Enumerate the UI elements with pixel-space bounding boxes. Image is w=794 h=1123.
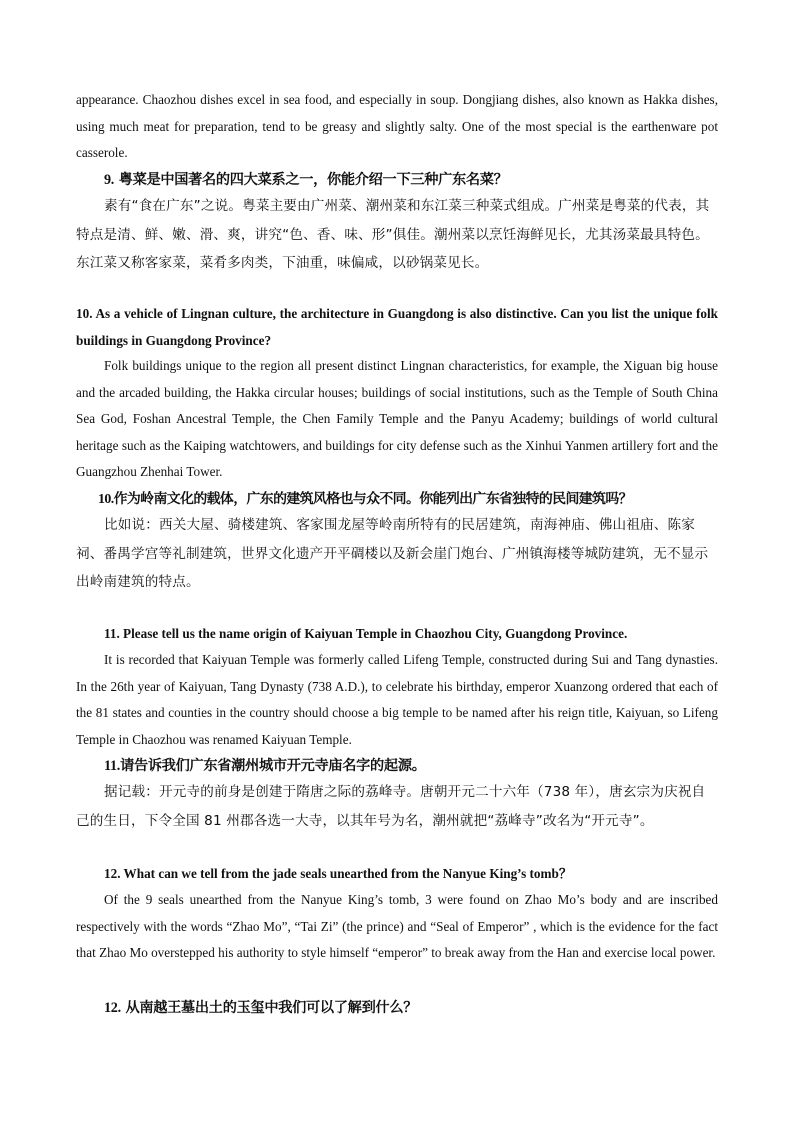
kaiyuan-english-answer: It is recorded that Kaiyuan Temple was formerly called Lifeng Temple, constructed during Sui and Tang dynasties. In the 26th year of Kaiyuan, Tang Dynasty (738 A.D.), to celebrate his birthday, emperor Xuanzong ordered that each of the 81 states and counties in the country should choose a big temple to be named after his reign title, Kaiyuan, so Lifeng Temple in Chaozhou was renamed Kaiyuan Temple. <box>76 652 718 747</box>
architecture-chinese-answer: 比如说：西关大屋、骑楼建筑、客家围龙屋等岭南所特有的民居建筑，南海神庙、佛山祖庙、陈家祠、番禺学宫等礼制建筑，世界文化遗产开平碉楼以及新会崖门炮台、广州镇海楼等城防建筑，无不显示出岭南建筑的特点。 <box>76 517 709 590</box>
question-text: 粤菜是中国著名的四大菜系之一，你能介绍一下三种广东名菜？ <box>118 172 508 188</box>
cuisine-chinese-question <box>104 166 746 194</box>
kaiyuan-chinese-question <box>104 752 746 780</box>
question-number: 9. <box>104 172 115 188</box>
architecture-chinese-question <box>98 485 718 514</box>
architecture-english-answer: Folk buildings unique to the region all present distinct Lingnan characteristics, for example, the Xiguan big house and the arcaded building, the Hakka circular houses; buildings of social institutions, such as the Temple of South China Sea God, Foshan Ancestral Temple, the Chen Family Temple and the Panyu Academy; buildings of world cultural heritage such as the Kaiping watchtowers, and buildings for city defense such as the Xinhui Yanmen artillery fort and the Guangzhou Zhenhai Tower. <box>76 358 718 480</box>
seals-english-answer: Of the 9 seals unearthed from the Nanyue King’s tomb, 3 were found on Zhao Mo’s body and are inscribed respectively with the words “Zhao Mo”, “Tai Zi” (the prince) and “Seal of Emperor” , which is the evidence for the fact that Zhao Mo overstepped his authority to style himself “emperor” to break away from the Han and exercise local power. <box>76 892 718 961</box>
architecture-english-question: 10. As a vehicle of Lingnan culture, the architecture in Guangdong is also distinctive. Can you list the unique folk buildings in Guangdong Province? <box>76 306 718 348</box>
question-number: 10. <box>98 492 114 507</box>
cuisine-english-paragraph: appearance. Chaozhou dishes excel in sea food, and especially in soup. Dongjiang dishes, also known as Hakka dishes, using much meat for preparation, tend to be greasy and slightly salty. One of the most special is the earthenware pot casserole. <box>76 92 718 161</box>
question-text: 从南越王墓出土的玉玺中我们可以了解到什么？ <box>125 1000 418 1016</box>
kaiyuan-chinese-answer: 据记载：开元寺的前身是创建于隋唐之际的荔峰寺。唐朝开元二十六年（738 年），唐玄宗为庆祝自己的生日，下令全国 81 州郡各选一大寺，以其年号为名，潮州就把“荔峰寺”改名为“开元寺”。 <box>76 784 706 829</box>
seals-chinese-question <box>104 994 746 1022</box>
question-number: 11. <box>104 758 121 774</box>
question-text: 作为岭南文化的载体，广东的建筑风格也与众不同。你能列出广东省独特的民间建筑吗？ <box>113 491 632 507</box>
seals-english-question: 12. What can we tell from the jade seals unearthed from the Nanyue King’s tomb？ <box>104 866 573 881</box>
cuisine-chinese-answer: 素有“食在广东”之说。粤菜主要由广州菜、潮州菜和东江菜三种菜式组成。广州菜是粤菜的代表，其特点是清、鲜、嫩、滑、爽，讲究“色、香、味、形”俱佳。潮州菜以烹饪海鲜见长，尤其汤菜最具特色。东江菜又称客家菜，菜肴多肉类，下油重，味偏咸，以砂锅菜见长。 <box>76 198 710 271</box>
question-text: 请告诉我们广东省潮州城市开元寺庙名字的起源。 <box>120 758 426 774</box>
kaiyuan-english-question: 11. Please tell us the name origin of Kaiyuan Temple in Chaozhou City, Guangdong Province. <box>104 626 628 641</box>
question-number: 12. <box>104 1000 121 1016</box>
